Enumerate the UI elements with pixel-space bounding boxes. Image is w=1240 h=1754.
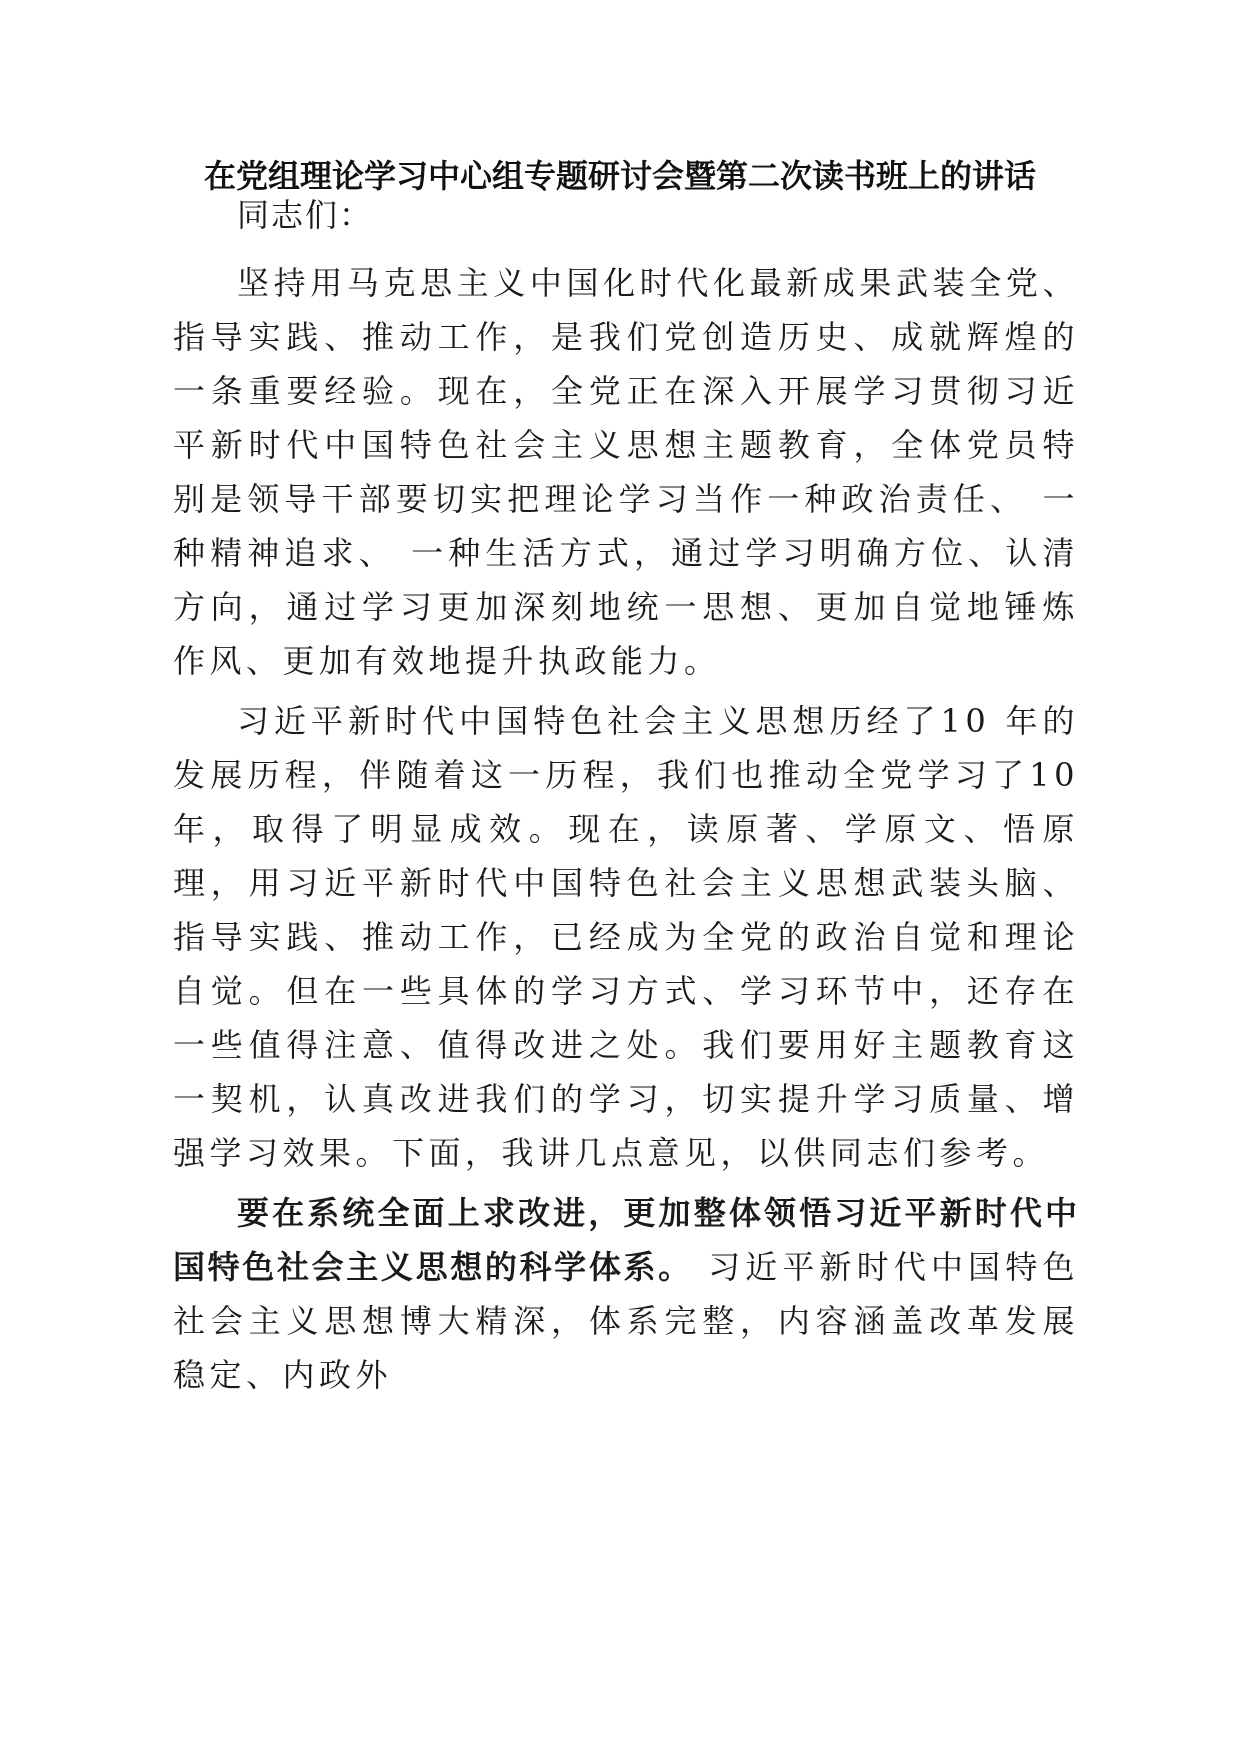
document-title: 在党组理论学习中心组专题研讨会暨第二次读书班上的讲话 <box>203 157 1036 195</box>
section-1-heading: 要在系统全面上求改进，更加整体领悟习近平新时代中国特色社会主义思想的科学体系。 <box>173 1194 1079 1286</box>
document-body <box>173 184 1079 1402</box>
section-1-text: 习近平新时代中国特色社会主义思想博大精深，体系完整，内容涵盖改革发展稳定、内政外 <box>173 1248 1079 1394</box>
greeting: 同志们： <box>237 196 374 234</box>
section-1-paragraph <box>173 1186 1079 1402</box>
paragraph-1: 坚持用马克思主义中国化时代化最新成果武装全党、指导实践、推动工作，是我们党创造历史、成就辉煌的一条重要经验。现在，全党正在深入开展学习贯彻习近平新时代中国特色社会主义思想主题教育，全体党员特别是领导干部要切实把理论学习当作一种政治责任、 一种精神追求、 一种生活方式，通过学习明确方位、认清方向，通过学习更加深刻地统一思想、更加自觉地锤炼作风、更加有效地提升执政能力。 <box>173 264 1079 680</box>
paragraph-2: 习近平新时代中国特色社会主义思想历经了10 年的发展历程，伴随着这一历程，我们也推动全党学习了10年，取得了明显成效。现在，读原著、学原文、悟原理，用习近平新时代中国特色社会主义思想武装头脑、指导实践、推动工作，已经成为全党的政治自觉和理论自觉。但在一些具体的学习方式、学习环节中，还存在一些值得注意、值得改进之处。我们要用好主题教育这一契机，认真改进我们的学习，切实提升学习质量、增强学习效果。下面，我讲几点意见，以供同志们参考。 <box>173 702 1079 1172</box>
